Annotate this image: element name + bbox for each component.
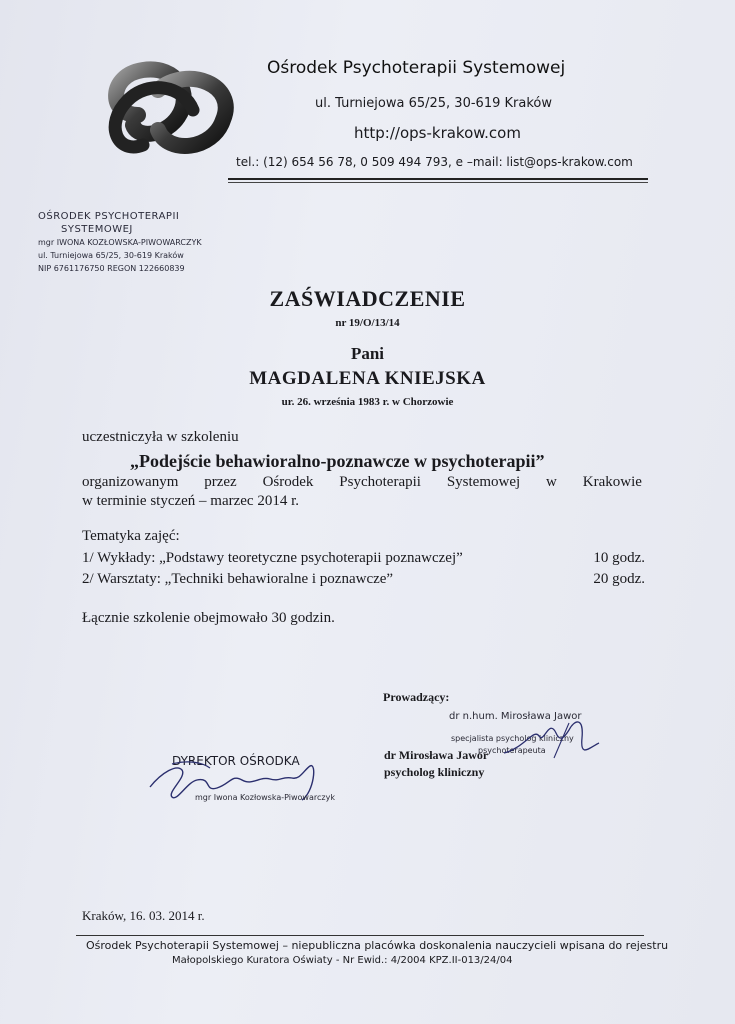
topics-label: Tematyka zajęć: [82,528,180,544]
director-signature-icon [142,752,332,812]
director-label: DYREKTOR OŚRODKA [172,754,300,768]
lecturer-signature-icon [494,708,609,768]
certificate-title: ZAŚWIADCZENIE [269,286,466,311]
stamp-line-3: mgr IWONA KOZŁOWSKA-PIWOWARCZYK [38,238,202,247]
lecturers-label: Prowadzący: [383,690,450,704]
lecturer-role: psycholog kliniczny [384,765,485,779]
header-divider-thin [228,182,648,183]
organizer-word: organizowanym [82,474,179,490]
stamp-line-4: ul. Turniejowa 65/25, 30-619 Kraków [38,251,184,260]
organizer-text [82,474,642,491]
topic-label: 2/ Warsztaty: „Techniki behawioralne i poznawcze” [82,571,394,587]
footer-divider [76,935,644,936]
header-divider [228,178,648,180]
topic-hours: 20 godz. [593,571,645,587]
organizer-word: Krakowie [582,474,642,490]
organization-contact: tel.: (12) 654 56 78, 0 509 494 793, e –mail: list@ops-krakow.com [236,155,633,169]
stamp-line-2: SYSTEMOWEJ [61,224,133,235]
lecturer-name: dr Mirosława Jawor [384,748,489,762]
stamp-line-1: OŚRODEK PSYCHOTERAPII [38,211,180,222]
course-title: „Podejście behawioralno-poznawcze w psychoterapii” [130,451,545,471]
lecturer-stamp-role: specjalista psycholog kliniczny [451,734,574,743]
term-text: w terminie styczeń – marzec 2014 r. [82,493,300,509]
place-date: Kraków, 16. 03. 2014 r. [82,908,205,923]
organizer-word: Ośrodek [262,474,314,490]
recipient-birth: ur. 26. września 1983 r. w Chorzowie [281,396,454,408]
topic-hours: 10 godz. [593,550,645,566]
lecturer-stamp-role: psychoterapeuta [478,746,546,755]
certificate-number: nr 19/O/13/14 [335,317,400,329]
organizer-word: przez [204,474,237,490]
organization-website: http://ops-krakow.com [354,124,521,142]
footer-line-1: Ośrodek Psychoterapii Systemowej – niepubliczna placówka doskonalenia nauczycieli wpisana do rejestru [86,939,669,952]
topic-row [82,550,645,567]
organizer-word: Psychoterapii [339,474,421,490]
knot-logo-icon [98,55,248,165]
recipient-name: MAGDALENA KNIEJSKA [249,368,486,389]
salutation: Pani [350,344,385,363]
organization-address: ul. Turniejowa 65/25, 30-619 Kraków [315,96,552,111]
stamp-line-5: NIP 6761176750 REGON 122660839 [38,264,185,273]
participation-text: uczestniczyła w szkoleniu [82,429,239,445]
organization-name: Ośrodek Psychoterapii Systemowej [267,58,566,78]
organization-stamp [28,210,202,275]
director-name: mgr Iwona Kozłowska-Piwowarczyk [195,793,335,802]
lecturer-stamp-name: dr n.hum. Mirosława Jawor [449,711,582,722]
organizer-word: w [546,474,557,490]
topic-label: 1/ Wykłady: „Podstawy teoretyczne psychoterapii poznawczej” [82,550,463,566]
topic-row [82,571,645,588]
footer-line-2: Małopolskiego Kuratora Oświaty - Nr Ewid.: 4/2004 KPZ.II-013/24/04 [172,955,513,966]
organizer-word: Systemowej [446,474,521,490]
total-hours-text: Łącznie szkolenie obejmowało 30 godzin. [82,610,335,626]
